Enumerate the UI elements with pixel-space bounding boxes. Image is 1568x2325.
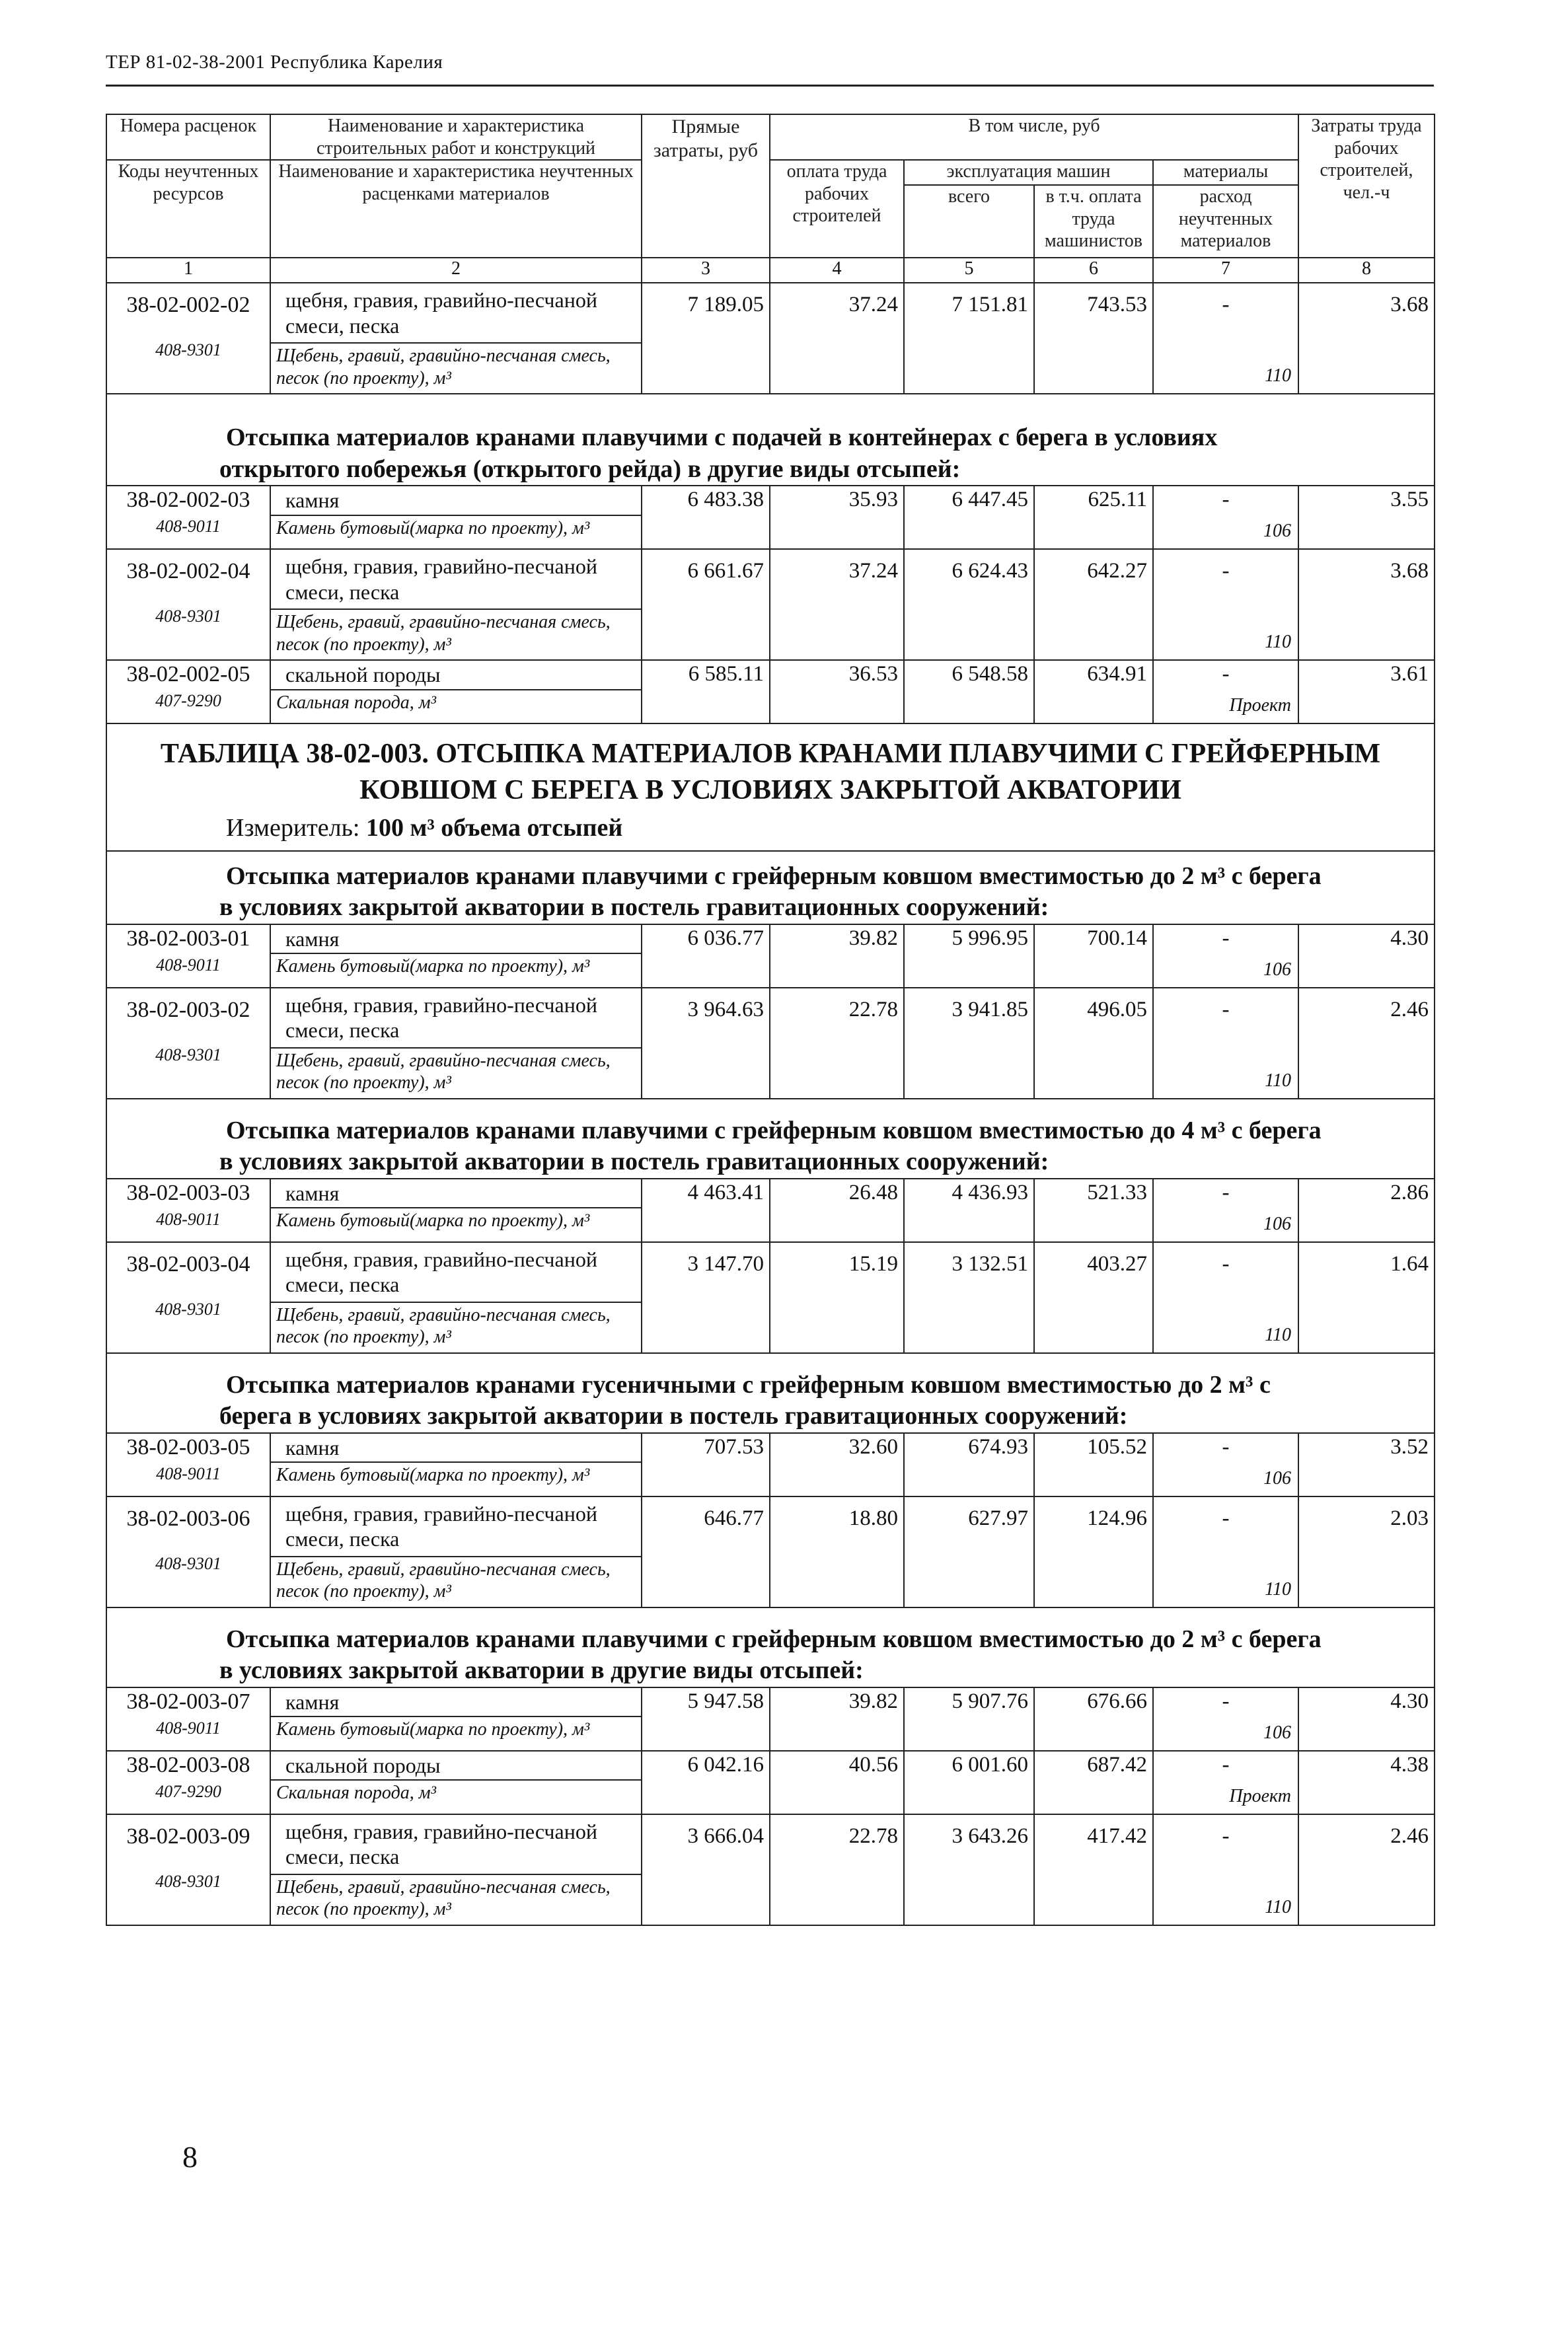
machines-total: 4 436.93 (952, 1180, 1028, 1204)
rate-name-cell (270, 549, 642, 660)
direct-cost: 4 463.41 (687, 1180, 764, 1204)
direct-cost-cell (642, 924, 770, 988)
machines-wage-cell (1034, 1814, 1153, 1925)
machines-wage-cell (1034, 549, 1153, 660)
direct-cost: 6 042.16 (687, 1752, 764, 1777)
materials-cost: - (1222, 997, 1230, 1021)
rate-row (106, 988, 1435, 1099)
material-name: Камень бутовый(марка по проекту), м³ (271, 1461, 641, 1489)
machines-wage: 743.53 (1087, 293, 1147, 317)
direct-cost-cell (642, 660, 770, 723)
table-title-line2: КОВШОМ С БЕРЕГА В УСЛОВИЯХ ЗАКРЫТОЙ АКВАТОРИИ (359, 774, 1181, 805)
direct-cost-cell (642, 283, 770, 394)
labor-hours: 1.64 (1390, 1251, 1429, 1276)
rate-code: 38-02-002-05 (126, 662, 250, 687)
direct-cost-cell (642, 1814, 770, 1925)
table-title-line1: ТАБЛИЦА 38-02-003. ОТСЫПКА МАТЕРИАЛОВ КРАНАМИ ПЛАВУЧИМИ С ГРЕЙФЕРНЫМ (160, 739, 1381, 770)
labor-pay: 36.53 (848, 662, 898, 686)
materials-cell (1153, 660, 1298, 723)
materials-cell (1153, 1751, 1298, 1814)
labor-pay-cell (770, 1751, 904, 1814)
machines-wage: 124.96 (1087, 1506, 1147, 1530)
work-name: щебня, гравия, гравийно-песчаной смеси, песка (285, 288, 597, 338)
machines-cell (904, 924, 1034, 988)
materials-cost: - (1222, 1752, 1230, 1777)
col-labor-hours-header: Затраты труда рабочих строителей, чел.-ч (1298, 114, 1435, 258)
machines-cell (904, 1814, 1034, 1925)
materials-cost: - (1222, 1434, 1230, 1459)
work-name: щебня, гравия, гравийно-песчаной смеси, песка (285, 554, 597, 604)
work-name: камня (285, 1181, 340, 1205)
rate-code-cell (106, 1687, 270, 1751)
labor-hours-cell (1298, 1242, 1435, 1353)
machines-cell (904, 1179, 1034, 1242)
machines-cell (904, 660, 1034, 723)
table-title-block (106, 723, 1435, 851)
rate-row (106, 1242, 1435, 1353)
direct-cost-cell (642, 549, 770, 660)
machines-cell (904, 1433, 1034, 1496)
rate-name-cell (270, 486, 642, 549)
materials-cell (1153, 1496, 1298, 1607)
rate-row (106, 1179, 1435, 1242)
col-direct-header: Прямые затраты, руб (642, 114, 770, 258)
materials-cell (1153, 924, 1298, 988)
direct-cost-cell (642, 988, 770, 1099)
rate-code-cell (106, 988, 270, 1099)
rate-code-cell (106, 1814, 270, 1925)
material-quantity: 106 (1263, 959, 1292, 980)
direct-cost: 6 036.77 (687, 926, 764, 950)
section-heading: Отсыпка материалов кранами плавучими с грейферным ковшом вместимостью до 4 м³ с берега в условиях закрытой акватории в постель гравитационных сооружений: (106, 1099, 1435, 1179)
labor-pay: 39.82 (848, 926, 898, 950)
material-name: Щебень, гравий, гравийно-песчаная смесь, песок (по проекту), м³ (271, 1874, 641, 1923)
section-heading: Отсыпка материалов кранами плавучими с подачей в контейнерах с берега в условиях открытого побережья (открытого рейда) в другие виды отсыпей: (106, 394, 1435, 486)
labor-hours: 3.68 (1390, 559, 1429, 583)
labor-pay: 32.60 (848, 1434, 898, 1459)
rate-code: 38-02-003-07 (126, 1689, 250, 1714)
resource-code: 408-9011 (156, 517, 221, 536)
direct-cost: 3 666.04 (687, 1824, 764, 1848)
materials-cell (1153, 1687, 1298, 1751)
direct-cost-cell (642, 1496, 770, 1607)
machines-cell (904, 988, 1034, 1099)
direct-cost: 646.77 (704, 1506, 764, 1530)
labor-hours-cell (1298, 988, 1435, 1099)
work-name: щебня, гравия, гравийно-песчаной смеси, песка (285, 992, 597, 1043)
materials-cost: - (1222, 488, 1230, 512)
rate-name-cell (270, 1242, 642, 1353)
rate-row (106, 283, 1435, 394)
machines-wage-cell (1034, 1687, 1153, 1751)
machines-total: 6 447.45 (952, 488, 1028, 512)
rate-code: 38-02-002-04 (126, 559, 250, 584)
machines-wage: 521.33 (1087, 1180, 1147, 1204)
col-number: 7 (1153, 258, 1298, 283)
labor-pay: 15.19 (848, 1251, 898, 1276)
rate-name-cell (270, 1751, 642, 1814)
labor-pay: 18.80 (848, 1506, 898, 1530)
materials-cost: - (1222, 1824, 1230, 1848)
rate-code: 38-02-003-05 (126, 1434, 250, 1459)
rate-code: 38-02-003-01 (126, 926, 250, 951)
machines-wage-cell (1034, 486, 1153, 549)
labor-hours-cell (1298, 549, 1435, 660)
rates-table (106, 114, 1435, 1926)
resource-code: 408-9011 (156, 1718, 221, 1738)
labor-hours: 2.03 (1390, 1506, 1429, 1530)
rate-code: 38-02-003-04 (126, 1251, 250, 1276)
rate-code-cell (106, 1242, 270, 1353)
section-heading: Отсыпка материалов кранами плавучими с грейферным ковшом вместимостью до 2 м³ с берега в условиях закрытой акватории в другие виды отсыпей: (106, 1607, 1435, 1687)
labor-hours-cell (1298, 660, 1435, 723)
labor-pay: 39.82 (848, 1689, 898, 1713)
work-name: камня (285, 1435, 340, 1459)
labor-pay: 40.56 (848, 1752, 898, 1777)
rate-row (106, 1751, 1435, 1814)
machines-wage-cell (1034, 660, 1153, 723)
labor-hours: 2.46 (1390, 1824, 1429, 1848)
machines-wage: 105.52 (1087, 1434, 1147, 1459)
resource-code: 408-9011 (156, 1463, 221, 1483)
material-quantity: 110 (1265, 1896, 1292, 1917)
machines-total: 3 941.85 (952, 997, 1028, 1021)
labor-pay: 26.48 (848, 1180, 898, 1204)
labor-hours-cell (1298, 1496, 1435, 1607)
col-machines-wage-header: в т.ч. оплата труда машинистов (1034, 185, 1153, 258)
labor-pay-cell (770, 924, 904, 988)
material-quantity: 110 (1265, 1578, 1292, 1600)
rate-row (106, 1814, 1435, 1925)
rate-name-cell (270, 1179, 642, 1242)
machines-cell (904, 486, 1034, 549)
labor-hours: 4.30 (1390, 1689, 1429, 1713)
col-work-header: Наименование и характеристика строительных работ и конструкций (270, 114, 642, 160)
rate-code-cell (106, 1751, 270, 1814)
machines-wage: 676.66 (1087, 1689, 1147, 1713)
labor-pay-cell (770, 1687, 904, 1751)
machines-wage: 403.27 (1087, 1251, 1147, 1276)
col-number: 5 (904, 258, 1034, 283)
direct-cost-cell (642, 1687, 770, 1751)
direct-cost-cell (642, 1751, 770, 1814)
work-name: щебня, гравия, гравийно-песчаной смеси, песка (285, 1501, 597, 1551)
materials-cell (1153, 1242, 1298, 1353)
rate-row (106, 1496, 1435, 1607)
material-name: Камень бутовый(марка по проекту), м³ (271, 1716, 641, 1744)
col-incl-header: В том числе, руб (770, 114, 1298, 160)
materials-cost: - (1222, 1180, 1230, 1204)
labor-pay-cell (770, 1814, 904, 1925)
labor-hours-cell (1298, 1433, 1435, 1496)
machines-wage: 625.11 (1088, 488, 1147, 512)
rate-name-cell (270, 988, 642, 1099)
rate-code-cell (106, 1496, 270, 1607)
rate-code: 38-02-003-08 (126, 1752, 250, 1777)
labor-hours: 3.55 (1390, 488, 1429, 512)
labor-pay-cell (770, 1179, 904, 1242)
col-number: 3 (642, 258, 770, 283)
labor-hours: 4.30 (1390, 926, 1429, 950)
material-name: Камень бутовый(марка по проекту), м³ (271, 1207, 641, 1235)
rate-code-cell (106, 1179, 270, 1242)
col-number: 6 (1034, 258, 1153, 283)
machines-total: 5 907.76 (952, 1689, 1028, 1713)
labor-pay-cell (770, 549, 904, 660)
labor-pay: 22.78 (848, 997, 898, 1021)
machines-wage-cell (1034, 988, 1153, 1099)
work-name: щебня, гравия, гравийно-песчаной смеси, песка (285, 1247, 597, 1297)
materials-cost: - (1222, 293, 1230, 317)
machines-wage-cell (1034, 924, 1153, 988)
machines-cell (904, 1751, 1034, 1814)
resource-code: 408-9301 (155, 340, 221, 360)
rate-row (106, 660, 1435, 723)
labor-pay: 35.93 (848, 488, 898, 512)
rate-code-cell (106, 1433, 270, 1496)
machines-total: 7 151.81 (952, 293, 1028, 317)
rate-name-cell (270, 1814, 642, 1925)
direct-cost: 707.53 (704, 1434, 764, 1459)
direct-cost: 6 483.38 (687, 488, 764, 512)
material-name: Скальная порода, м³ (271, 689, 641, 717)
rate-code: 38-02-002-02 (126, 293, 250, 318)
labor-hours-cell (1298, 924, 1435, 988)
material-name: Камень бутовый(марка по проекту), м³ (271, 953, 641, 980)
materials-cell (1153, 1179, 1298, 1242)
machines-wage-cell (1034, 1179, 1153, 1242)
labor-hours-cell (1298, 1179, 1435, 1242)
col-machines-header: эксплуатация машин (904, 160, 1153, 185)
machines-cell (904, 283, 1034, 394)
machines-total: 674.93 (968, 1434, 1028, 1459)
labor-pay-cell (770, 660, 904, 723)
header-rule (106, 85, 1434, 87)
machines-wage-cell (1034, 1433, 1153, 1496)
rate-code-cell (106, 283, 270, 394)
machines-wage: 700.14 (1087, 926, 1147, 950)
rate-code: 38-02-003-09 (126, 1824, 250, 1849)
resource-code: 408-9011 (156, 955, 221, 975)
machines-wage-cell (1034, 1751, 1153, 1814)
machines-total: 3 132.51 (952, 1251, 1028, 1276)
material-quantity: Проект (1229, 695, 1292, 716)
document-header: ТЕР 81-02-38-2001 Республика Карелия (106, 52, 443, 73)
rate-code-cell (106, 486, 270, 549)
rate-name-cell (270, 924, 642, 988)
machines-wage: 642.27 (1087, 559, 1147, 583)
material-quantity: 110 (1265, 365, 1292, 387)
material-name: Щебень, гравий, гравийно-песчаная смесь, песок (по проекту), м³ (271, 609, 641, 658)
material-quantity: 106 (1263, 1722, 1292, 1743)
work-name: скальной породы (285, 1753, 441, 1777)
materials-cost: - (1222, 559, 1230, 583)
materials-cell (1153, 988, 1298, 1099)
resource-code: 408-9011 (156, 1209, 221, 1229)
rate-code: 38-02-002-03 (126, 488, 250, 513)
rate-code-cell (106, 660, 270, 723)
resource-code: 408-9301 (155, 1045, 221, 1064)
labor-pay-cell (770, 486, 904, 549)
material-name: Скальная порода, м³ (271, 1779, 641, 1807)
material-name: Щебень, гравий, гравийно-песчаная смесь, песок (по проекту), м³ (271, 342, 641, 392)
resource-code: 408-9301 (155, 1871, 221, 1891)
machines-wage: 417.42 (1087, 1824, 1147, 1848)
machines-wage-cell (1034, 1496, 1153, 1607)
col-labor-pay-header: оплата труда рабочих строителей (770, 160, 904, 258)
direct-cost-cell (642, 486, 770, 549)
labor-hours-cell (1298, 1814, 1435, 1925)
machines-cell (904, 1242, 1034, 1353)
labor-pay: 37.24 (848, 293, 898, 317)
material-name: Щебень, гравий, гравийно-песчаная смесь, песок (по проекту), м³ (271, 1302, 641, 1351)
labor-pay: 22.78 (848, 1824, 898, 1848)
material-quantity: Проект (1229, 1785, 1292, 1806)
machines-total: 6 548.58 (952, 662, 1028, 686)
direct-cost: 3 147.70 (687, 1251, 764, 1276)
col-number: 1 (106, 258, 270, 283)
rate-row (106, 486, 1435, 549)
material-quantity: 106 (1263, 521, 1292, 542)
material-quantity: 106 (1263, 1213, 1292, 1234)
unit-of-measure: Измеритель: 100 м³ объема отсыпей (226, 814, 623, 842)
machines-wage-cell (1034, 283, 1153, 394)
col-number: 2 (270, 258, 642, 283)
direct-cost-cell (642, 1179, 770, 1242)
labor-hours-cell (1298, 486, 1435, 549)
rate-code-cell (106, 924, 270, 988)
labor-pay-cell (770, 283, 904, 394)
materials-cost: - (1222, 1689, 1230, 1713)
col-materials-name-header: Наименование и характеристика неучтенных расценками материалов (270, 160, 642, 258)
rate-name-cell (270, 1433, 642, 1496)
rate-row (106, 1433, 1435, 1496)
machines-total: 5 996.95 (952, 926, 1028, 950)
material-quantity: 110 (1265, 1324, 1292, 1345)
labor-pay-cell (770, 1242, 904, 1353)
rate-code: 38-02-003-06 (126, 1506, 250, 1531)
materials-cell (1153, 283, 1298, 394)
machines-total: 627.97 (968, 1506, 1028, 1530)
labor-hours: 3.61 (1390, 662, 1429, 686)
materials-cell (1153, 486, 1298, 549)
materials-cost: - (1222, 926, 1230, 950)
labor-hours: 4.38 (1390, 1752, 1429, 1777)
rate-code-cell (106, 549, 270, 660)
materials-cell (1153, 1433, 1298, 1496)
direct-cost: 3 964.63 (687, 997, 764, 1021)
work-name: щебня, гравия, гравийно-песчаной смеси, песка (285, 1819, 597, 1869)
work-name: камня (285, 488, 340, 513)
material-quantity: 106 (1263, 1467, 1292, 1489)
direct-cost-cell (642, 1242, 770, 1353)
machines-wage: 496.05 (1087, 997, 1147, 1021)
materials-cost: - (1222, 662, 1230, 686)
rate-code: 38-02-003-02 (126, 997, 250, 1022)
direct-cost: 5 947.58 (687, 1689, 764, 1713)
work-name: камня (285, 926, 340, 951)
material-quantity: 110 (1265, 632, 1292, 653)
work-name: камня (285, 1689, 340, 1714)
direct-cost: 7 189.05 (687, 293, 764, 317)
col-number: 8 (1298, 258, 1435, 283)
page-number: 8 (182, 2140, 198, 2174)
machines-cell (904, 1496, 1034, 1607)
labor-pay-cell (770, 1433, 904, 1496)
labor-hours-cell (1298, 283, 1435, 394)
col-machines-total-header: всего (904, 185, 1034, 258)
machines-total: 6 624.43 (952, 559, 1028, 583)
direct-cost: 6 585.11 (688, 662, 764, 686)
materials-cost: - (1222, 1506, 1230, 1530)
labor-pay-cell (770, 1496, 904, 1607)
material-name: Щебень, гравий, гравийно-песчаная смесь, песок (по проекту), м³ (271, 1556, 641, 1605)
machines-cell (904, 549, 1034, 660)
col-materials-sub-header: расход неучтенных материалов (1153, 185, 1298, 258)
rate-code: 38-02-003-03 (126, 1180, 250, 1205)
resource-code: 408-9301 (155, 607, 221, 626)
section-heading: Отсыпка материалов кранами гусеничными с грейферным ковшом вместимостью до 2 м³ с берега в условиях закрытой акватории в постель гравитационных сооружений: (106, 1353, 1435, 1433)
col-resource-codes-header: Коды неучтенных ресурсов (106, 160, 270, 258)
labor-pay: 37.24 (848, 559, 898, 583)
machines-cell (904, 1687, 1034, 1751)
labor-pay-cell (770, 988, 904, 1099)
machines-wage: 634.91 (1087, 662, 1147, 686)
col-materials-header: материалы (1153, 160, 1298, 185)
material-quantity: 110 (1265, 1070, 1292, 1091)
material-name: Камень бутовый(марка по проекту), м³ (271, 515, 641, 542)
rate-name-cell (270, 1496, 642, 1607)
materials-cell (1153, 1814, 1298, 1925)
labor-hours: 3.52 (1390, 1434, 1429, 1459)
rate-name-cell (270, 660, 642, 723)
rate-name-cell (270, 283, 642, 394)
resource-code: 407-9290 (155, 1781, 221, 1801)
rate-row (106, 549, 1435, 660)
resource-code: 408-9301 (155, 1553, 221, 1573)
direct-cost-cell (642, 1433, 770, 1496)
machines-total: 6 001.60 (952, 1752, 1028, 1777)
rate-row (106, 924, 1435, 988)
rate-row (106, 1687, 1435, 1751)
section-heading: Отсыпка материалов кранами плавучими с грейферным ковшом вместимостью до 2 м³ с берега в условиях закрытой акватории в постель гравитационных сооружений: (106, 851, 1435, 924)
materials-cost: - (1222, 1251, 1230, 1276)
machines-total: 3 643.26 (952, 1824, 1028, 1848)
direct-cost: 6 661.67 (687, 559, 764, 583)
labor-hours: 2.86 (1390, 1180, 1429, 1204)
material-name: Щебень, гравий, гравийно-песчаная смесь, песок (по проекту), м³ (271, 1047, 641, 1097)
labor-hours-cell (1298, 1751, 1435, 1814)
materials-cell (1153, 549, 1298, 660)
resource-code: 407-9290 (155, 691, 221, 711)
labor-hours: 3.68 (1390, 293, 1429, 317)
machines-wage-cell (1034, 1242, 1153, 1353)
resource-code: 408-9301 (155, 1299, 221, 1319)
labor-hours: 2.46 (1390, 997, 1429, 1021)
labor-hours-cell (1298, 1687, 1435, 1751)
col-codes-header: Номера расценок (106, 114, 270, 160)
rate-name-cell (270, 1687, 642, 1751)
col-number: 4 (770, 258, 904, 283)
work-name: скальной породы (285, 663, 441, 687)
machines-wage: 687.42 (1087, 1752, 1147, 1777)
